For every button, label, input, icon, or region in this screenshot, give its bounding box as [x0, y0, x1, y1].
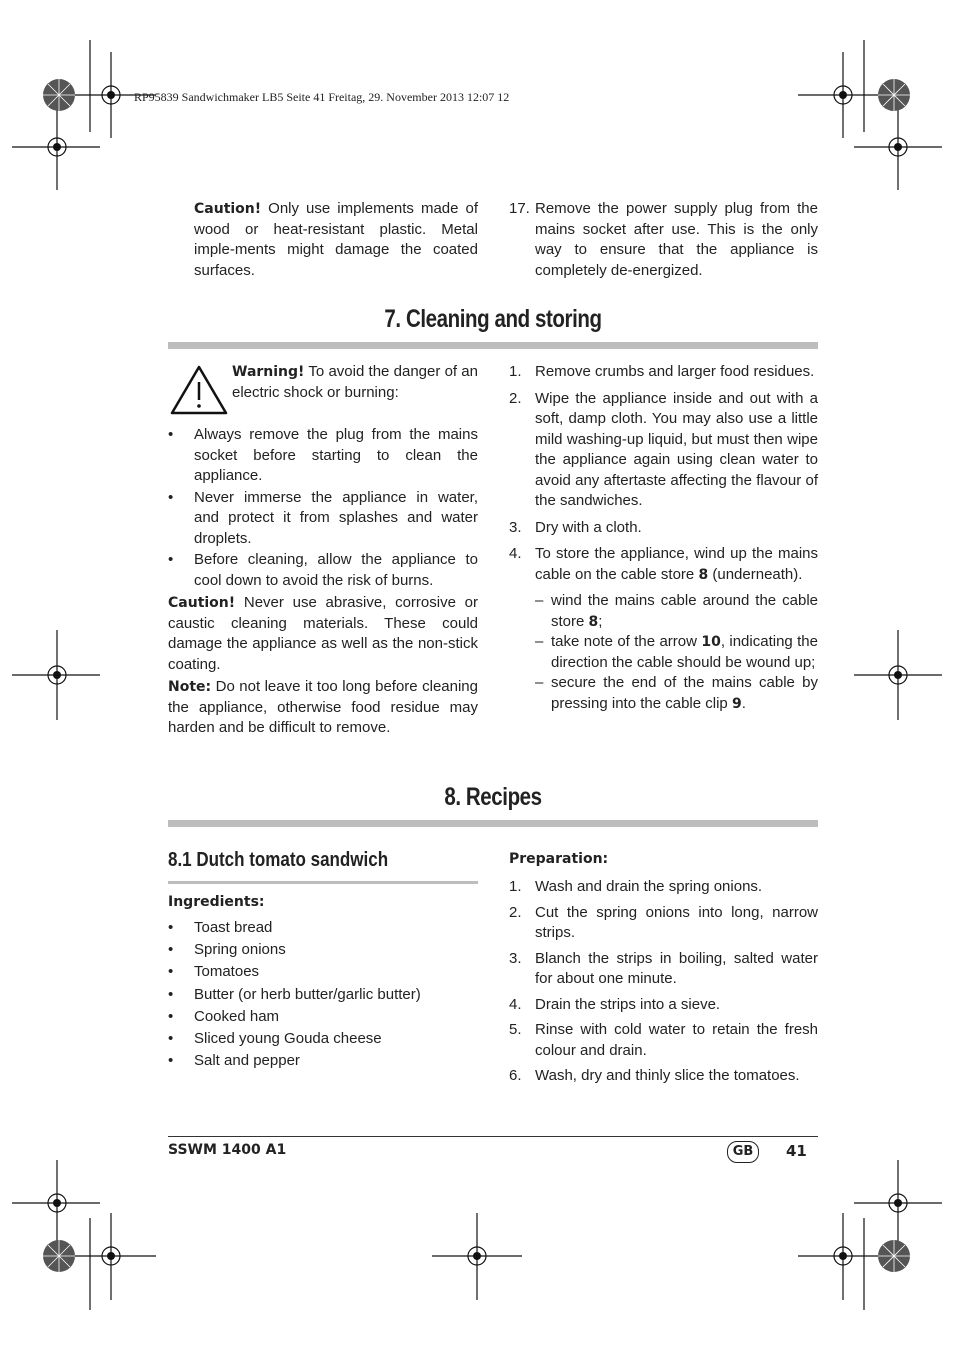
step-item: 3. Blanch the strips in boiling, salted water for about one minute.	[509, 949, 818, 987]
list-item: • Before cleaning, allow the appliance to cool down to avoid the risk of burns.	[168, 551, 478, 589]
caution-label: Caution!	[168, 595, 236, 611]
cleaning-steps	[509, 362, 818, 714]
caution-text: Only use implements made of wood or heat-resistant plastic. Metal imple-ments might damage the coated surfaces.	[194, 200, 478, 279]
preparation-label: Preparation:	[509, 851, 609, 867]
cleaning-left-column	[168, 425, 478, 739]
subsection-divider	[168, 881, 478, 884]
list-item: • Never immerse the appliance in water, and protect it from splashes and water droplets.	[168, 488, 478, 547]
sub-list	[535, 591, 818, 714]
note-text: Do not leave it too long before cleaning the appliance, otherwise food residue may harden and be difficult to remove.	[168, 678, 478, 736]
caution-label: Caution!	[194, 201, 262, 217]
list-item: • Toast bread	[168, 919, 273, 936]
footer-rule	[168, 1136, 818, 1137]
caution-paragraph	[168, 593, 478, 675]
step-number: 17.	[509, 200, 530, 217]
step-17	[509, 199, 818, 281]
list-item: • Cooked ham	[168, 1007, 280, 1025]
list-item: • Spring onions	[168, 941, 286, 959]
step-item: 2. Cut the spring onions into long, narrow strips.	[509, 903, 818, 941]
section-divider	[168, 820, 818, 827]
step-item: 3. Dry with a cloth.	[509, 518, 642, 536]
footer-model: SSWM 1400 A1	[168, 1142, 287, 1158]
preparation-list	[509, 877, 818, 1092]
step-item: 5. Rinse with cold water to retain the fresh colour and drain.	[509, 1021, 818, 1059]
warning-paragraph	[232, 362, 478, 403]
step-item: 6. Wash, dry and thinly slice the tomatoes.	[509, 1067, 800, 1084]
section-title-cleaning: 7. Cleaning and storing	[384, 305, 602, 333]
list-item: • Tomatoes	[168, 963, 260, 981]
warning-text: To avoid the danger of an electric shock or burning:	[232, 363, 478, 401]
top-caution-paragraph	[194, 199, 478, 281]
step-text: Remove the power supply plug from the mains socket after use. This is the only way to ensure that the appliance is completely de-energized.	[535, 200, 818, 279]
step-item: 4. Drain the strips into a sieve.	[509, 995, 721, 1013]
sub-item: – take note of the arrow 10, indicating the direction the cable should be wound up;	[535, 633, 818, 671]
step-item: 2. Wipe the appliance inside and out with a soft, damp cloth. You may also use a little mild washing-up liquid, but must then wipe the appliance again using clean water to avoid any aftertaste affecting the flavour of the sandwiches.	[509, 389, 818, 509]
sub-item: – wind the mains cable around the cable store 8;	[535, 592, 818, 630]
list-item: • Always remove the plug from the mains socket before starting to clean the appliance.	[168, 426, 478, 484]
sub-item: – secure the end of the mains cable by pressing into the cable clip 9.	[535, 674, 818, 712]
step-item: 4. To store the appliance, wind up the mains cable on the cable store 8 (underneath).	[509, 545, 818, 583]
warning-label: Warning!	[232, 364, 305, 380]
step-item: 1. Remove crumbs and larger food residues.	[509, 363, 815, 380]
list-item: • Butter (or herb butter/garlic butter)	[168, 985, 421, 1003]
section-title-recipes: 8. Recipes	[444, 783, 542, 811]
country-badge: GB	[727, 1141, 759, 1163]
note-label: Note:	[168, 679, 212, 695]
ingredients-list	[168, 917, 478, 1072]
subsection-title: 8.1 Dutch tomato sandwich	[168, 849, 389, 871]
warning-triangle-icon	[170, 364, 228, 416]
caution-text: Never use abrasive, corrosive or caustic cleaning materials. These could damage the appliance as well as the non-stick coating.	[168, 594, 478, 673]
list-item: • Sliced young Gouda cheese	[168, 1030, 382, 1048]
note-paragraph	[168, 677, 478, 739]
page-number: 41	[786, 1142, 807, 1160]
step-item: 1. Wash and drain the spring onions.	[509, 878, 763, 895]
section-divider	[168, 342, 818, 349]
ingredients-label: Ingredients:	[168, 894, 265, 910]
print-header: RP95839 Sandwichmaker LB5 Seite 41 Freitag, 29. November 2013 12:07 12	[134, 90, 510, 104]
list-item: • Salt and pepper	[168, 1052, 300, 1070]
